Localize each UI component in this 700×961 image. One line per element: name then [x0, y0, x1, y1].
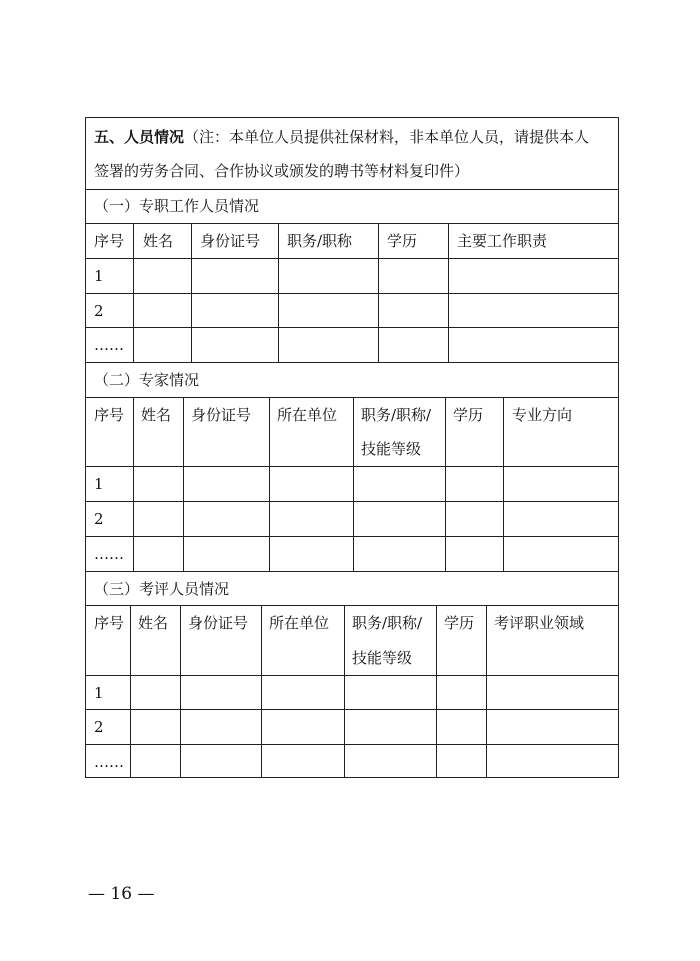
header-education: 学历	[387, 232, 418, 250]
header-skill-level: 技能等级	[361, 440, 422, 458]
rule	[86, 536, 618, 537]
rule	[86, 397, 618, 398]
header-duties: 主要工作职责	[457, 232, 548, 250]
personnel-form	[85, 117, 619, 778]
header-employer: 所在单位	[277, 406, 338, 424]
row-number: 2	[94, 302, 104, 320]
rule	[86, 293, 618, 294]
rule	[86, 327, 618, 328]
rule	[445, 397, 446, 571]
header-specialty: 专业方向	[512, 406, 573, 424]
header-name: 姓名	[138, 614, 169, 632]
header-id-number: 身份证号	[188, 614, 249, 632]
header-position: 职务/职称/	[361, 406, 432, 424]
section-note-line2: 签署的劳务合同、合作协议或颁发的聘书等材料复印件）	[94, 162, 470, 180]
section-note-line1: （注：本单位人员提供社保材料，非本单位人员，请提供本人	[184, 128, 590, 146]
row-number: 2	[94, 718, 104, 736]
section-header-line1	[94, 128, 589, 146]
rule	[86, 744, 618, 745]
experts-title: （二）专家情况	[94, 371, 200, 389]
rule	[86, 571, 618, 572]
header-assessment-field: 考评职业领域	[494, 614, 585, 632]
header-seq: 序号	[94, 614, 125, 632]
row-number: 1	[94, 684, 104, 702]
rule	[486, 605, 487, 777]
row-ellipsis: ……	[94, 545, 124, 563]
rule	[133, 397, 134, 571]
rule	[261, 605, 262, 777]
header-employer: 所在单位	[269, 614, 330, 632]
rule	[378, 223, 379, 362]
rule	[191, 223, 192, 362]
rule	[130, 605, 131, 777]
rule	[278, 223, 279, 362]
header-education: 学历	[444, 614, 475, 632]
rule	[86, 709, 618, 710]
header-id-number: 身份证号	[200, 232, 261, 250]
rule	[86, 362, 618, 363]
header-seq: 序号	[94, 406, 125, 424]
page-number: — 16 —	[88, 884, 155, 904]
rule	[86, 466, 618, 467]
header-education: 学历	[453, 406, 484, 424]
header-skill-level: 技能等级	[352, 649, 413, 667]
rule	[86, 501, 618, 502]
rule	[86, 189, 618, 190]
row-number: 1	[94, 267, 104, 285]
rule	[86, 258, 618, 259]
rule	[436, 605, 437, 777]
rule	[183, 397, 184, 571]
header-id-number: 身份证号	[191, 406, 252, 424]
rule	[503, 397, 504, 571]
rule	[344, 605, 345, 777]
row-number: 1	[94, 475, 104, 493]
row-number: 2	[94, 510, 104, 528]
row-ellipsis: ……	[94, 336, 124, 354]
rule	[353, 397, 354, 571]
header-seq: 序号	[94, 232, 125, 250]
header-name: 姓名	[141, 406, 172, 424]
rule	[448, 223, 449, 362]
rule	[86, 223, 618, 224]
header-position: 职务/职称	[287, 232, 353, 250]
rule	[180, 605, 181, 777]
header-position: 职务/职称/	[352, 614, 423, 632]
rule	[269, 397, 270, 571]
rule	[86, 675, 618, 676]
rule	[86, 605, 618, 606]
rule	[133, 223, 134, 362]
header-name: 姓名	[143, 232, 174, 250]
row-ellipsis: ……	[94, 753, 124, 771]
section-title: 五、人员情况	[94, 128, 185, 146]
fulltime-title: （一）专职工作人员情况	[94, 197, 260, 215]
assessors-title: （三）考评人员情况	[94, 580, 230, 598]
